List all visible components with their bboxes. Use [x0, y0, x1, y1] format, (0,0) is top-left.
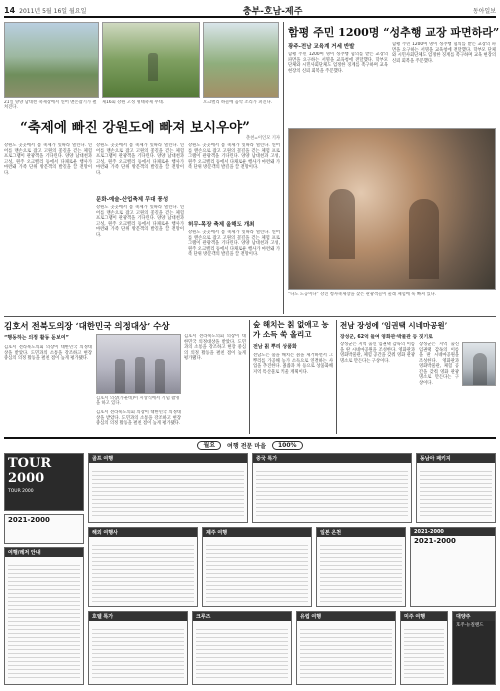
main-headline: “축제에 빠진 강원도에 빠져 보시우야”	[20, 120, 250, 136]
cinema-sub: 장성군, 62억 들여 영화관·박물관 등 짓기로	[340, 335, 433, 340]
right-headline: 함평 주민 1200명 “성추행 교장 파면하라”	[288, 26, 500, 39]
right-subhead: 광주-전남 교육계 거세 반발	[288, 44, 355, 50]
ad-cruise[interactable]: 크루즈	[192, 611, 292, 685]
award-body: 김호서 전라북도의회 의장이 대한민국 의정대상을 받았다. 도민과의 소통을 강조하고 현장 중심의 의정 활동을 펼친 점이 높게 평가됐다.	[4, 345, 92, 361]
award-body-2: 김호서 전라북도의회 의장이 대한민국 의정대상을 받았다. 도민과의 소통을 강조하고 현장 중심의 의정 활동을 펼친 점이 높게 평가됐다.	[96, 410, 181, 426]
ad-japan[interactable]: 일본 온천	[316, 527, 406, 607]
ad-sea[interactable]: 동남아 패키지	[416, 453, 496, 523]
kudzu-headline: 숲 해치는 칡 없애고 농가 소득 쑥 올리고	[253, 320, 329, 339]
main-byline: 춘천=이인모 기자	[245, 136, 280, 141]
ad-tour2000-phone[interactable]: 2021-2000	[4, 514, 84, 544]
award-headline: 김호서 전북도의장 ‘대한민국 의정대상’ 수상	[4, 322, 170, 332]
award-body-3: 김호서 전라북도의회 의장이 대한민국 의정대상을 받았다. 도민과의 소통을 강조하고 현장 중심의 의정 활동을 펼친 점이 높게 평가됐다.	[184, 334, 246, 361]
ad-left-list[interactable]: 여행/레저 안내	[4, 547, 84, 685]
ad-hotel[interactable]: 호텔 특가	[88, 611, 188, 685]
photo-caption-3: 오크밸리 하늘에 음악 소리가 퍼진다.	[203, 100, 273, 105]
section-title: 충부-호남-제주	[242, 6, 303, 17]
ad-oceania[interactable]: 대양주 호주·뉴질랜드	[452, 611, 496, 685]
cinema-headline: 전남 장성에 ‘임권택 시네마공원’	[340, 321, 448, 330]
paper-name: 동아일보	[472, 7, 496, 15]
pollack-festival-photo	[102, 22, 200, 98]
main-body-col-3b: 강원도 곳곳에서 봄 축제가 잇따라 열린다. 연어를 맨손으로 잡고 고원의 꽃길을 걷는 체험 프로그램이 관광객을 기다린다. 양양 남대천과 고성, 원주 오크밸리 등에서 다채로운 행사가 마련돼 가족 단위 방문객의 발길을 끌 전망이다.	[188, 230, 280, 257]
cinema-body-1: 장성군은 지역 출신 임권택 감독의 이름을 딴 시네마공원을 조성한다. 영화관과 영화박물관, 체험 공간을 갖춰 영화 관광 명소로 만든다는 구상이다.	[340, 342, 415, 364]
photo-caption-1: 21일 양양 남대천 축제장에서 연어 맨손잡기가 펼쳐진다.	[4, 100, 97, 111]
director-photo	[462, 342, 496, 386]
ad-america[interactable]: 미주 여행	[400, 611, 448, 685]
award-photo-caption: 김호서 의장(가운데)이 시상식에서 기념 촬영을 하고 있다.	[96, 396, 180, 407]
cinema-body-2: 장성군은 지역 출신 임권택 감독의 이름을 딴 시네마공원을 조성한다. 영화관과 영화박물관, 체험 공간을 갖춰 영화 관광 명소로 만든다는 구상이다.	[419, 342, 459, 386]
ad-agency[interactable]: 해외 여행사	[88, 527, 198, 607]
ad-header	[4, 441, 496, 450]
masthead	[4, 4, 496, 18]
ad-header-left: 월요	[197, 441, 221, 450]
salmon-festival-photo	[4, 22, 99, 98]
main-body-col-2b: 강원도 곳곳에서 봄 축제가 잇따라 열린다. 연어를 맨손으로 잡고 고원의 꽃길을 걷는 체험 프로그램이 관광객을 기다린다. 양양 남대천과 고성, 원주 오크밸리 등에서 다채로운 행사가 마련돼 가족 단위 방문객의 발길을 끌 전망이다.	[96, 205, 184, 238]
award-photo	[96, 334, 181, 394]
photo-caption-2: 제16회 강원 고성 명태축제 무대.	[102, 100, 165, 105]
main-body-col-3: 강원도 곳곳에서 봄 축제가 잇따라 열린다. 연어를 맨손으로 잡고 고원의 꽃길을 걷는 체험 프로그램이 관광객을 기다린다. 양양 남대천과 고성, 원주 오크밸리 등에서 다채로운 행사가 마련돼 가족 단위 방문객의 발길을 끌 전망이다.	[188, 143, 280, 170]
right-body-2: 함평 주민 1200여 명이 성추행 혐의를 받는 교장의 파면을 요구하는 서명을 교육청에 전달했다. 학부모 단체와 시민사회단체도 엄정한 징계를 촉구하며 교육 현장의 신뢰 회복을 주문했다.	[392, 42, 496, 64]
ad-tour2000[interactable]: TOUR 2000 TOUR 2000	[4, 453, 84, 511]
ad-header-center: 여행 전문 마을	[227, 443, 266, 450]
page-number: 14	[4, 5, 16, 15]
ad-europe[interactable]: 유럽 여행	[296, 611, 396, 685]
main-body-col-1: 강원도 곳곳에서 봄 축제가 잇따라 열린다. 연어를 맨손으로 잡고 고원의 꽃길을 걷는 체험 프로그램이 관광객을 기다린다. 양양 남대천과 고성, 원주 오크밸리 등에서 다채로운 행사가 마련돼 가족 단위 방문객의 발길을 끌 전망이다.	[4, 143, 92, 176]
ad-golf[interactable]: 골프 여행	[88, 453, 248, 523]
oakvalley-photo	[203, 22, 279, 98]
kudzu-sub: 전남 칡 뿌리 상품화	[253, 344, 297, 350]
issue-date: 2011년 5월 16일 월요일	[19, 7, 87, 15]
ad-phone[interactable]: 2021-2000 2021-2000	[410, 527, 496, 607]
ad-header-right: 100%	[272, 441, 303, 450]
ad-china[interactable]: 중국 특가	[252, 453, 412, 523]
pottery-photo	[288, 128, 496, 290]
ad-section	[4, 437, 496, 687]
main-subhead-1: 문화-예술-산업축제 무대 풍성	[96, 197, 169, 203]
main-subhead-2: 허무-목장 축제 올해도 개최	[188, 222, 255, 228]
kudzu-body: 전남도는 숲을 해치는 칡을 제거하면서 그 뿌리를 가공해 농가 소득으로 연결하는 사업을 추진한다. 칡즙과 차 등으로 상품화해 지역 특산물로 키울 계획이다.	[253, 353, 333, 375]
ad-jeju[interactable]: 제주 여행	[202, 527, 312, 607]
pottery-caption: “나도 도공이다” 강진 청자축제장을 찾은 관광객들이 물레 체험에 푹 빠져 있다.	[288, 292, 437, 297]
right-body-1: 함평 주민 1200여 명이 성추행 혐의를 받는 교장의 파면을 요구하는 서명을 교육청에 전달했다. 학부모 단체와 시민사회단체도 엄정한 징계를 촉구하며 교육 현장의 신뢰 회복을 주문했다.	[288, 52, 388, 74]
main-body-col-2: 강원도 곳곳에서 봄 축제가 잇따라 열린다. 연어를 맨손으로 잡고 고원의 꽃길을 걷는 체험 프로그램이 관광객을 기다린다. 양양 남대천과 고성, 원주 오크밸리 등에서 다채로운 행사가 마련돼 가족 단위 방문객의 발길을 끌 전망이다.	[96, 143, 184, 176]
award-sub: “행동하는 의정 활동 돋보여”	[4, 335, 69, 341]
